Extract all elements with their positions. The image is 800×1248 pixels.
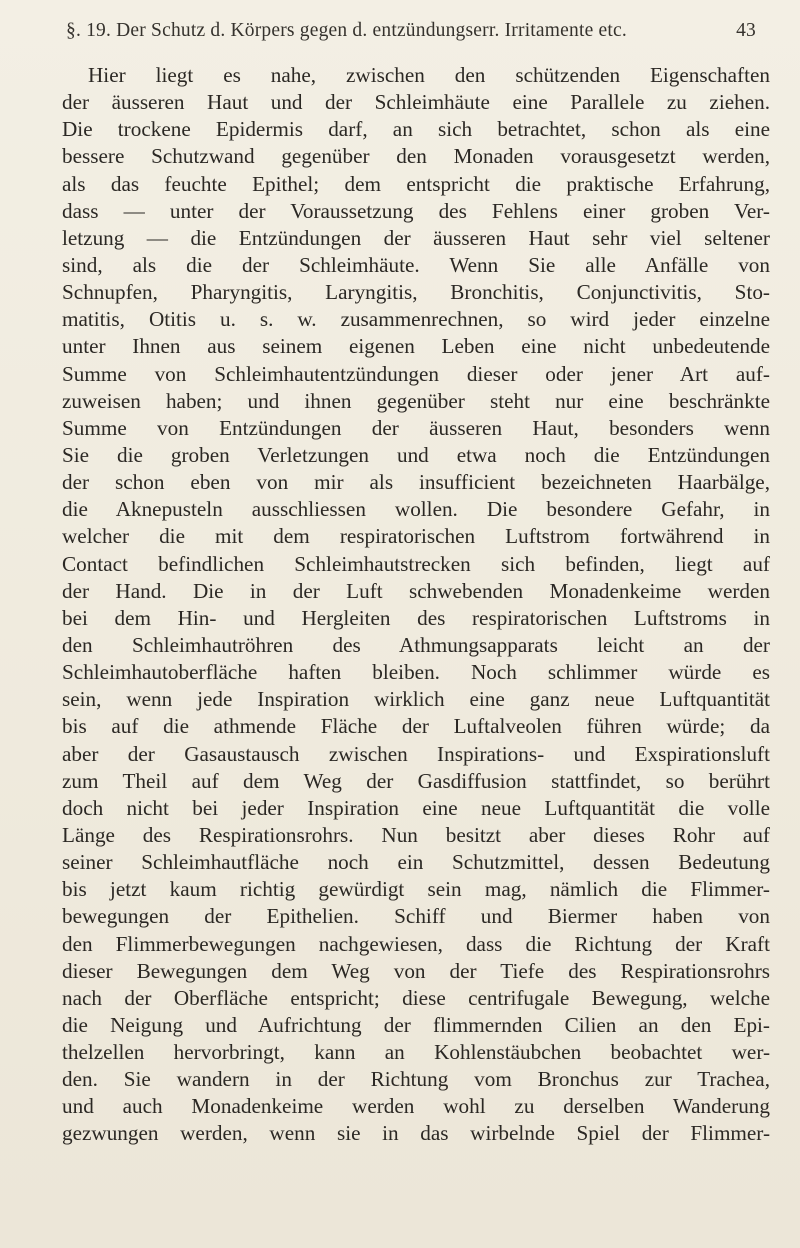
text-line: bis jetzt kaum richtig gewürdigt sein mag, nämlich die Flimmer-: [62, 877, 770, 902]
text-line: Sie die groben Verletzungen und etwa noch die Entzündungen: [62, 442, 770, 467]
text-line: dass — unter der Voraussetzung des Fehlens einer groben Ver-: [62, 198, 770, 223]
running-title: §. 19. Der Schutz d. Körpers gegen d. entzündungserr. Irritamente etc.: [66, 20, 627, 41]
text-line: zuweisen haben; und ihnen gegenüber steht nur eine beschränkte: [62, 388, 770, 413]
text-line: den Flimmerbewegungen nachgewiesen, dass die Richtung der Kraft: [62, 931, 770, 956]
text-line: Länge des Respirationsrohrs. Nun besitzt aber dieses Rohr auf: [62, 822, 770, 847]
text-line: seiner Schleimhautfläche noch ein Schutzmittel, dessen Bedeutung: [62, 850, 770, 875]
text-line: thelzellen hervorbringt, kann an Kohlenstäubchen beobachtet wer-: [62, 1040, 770, 1065]
text-line: Schnupfen, Pharyngitis, Laryngitis, Bronchitis, Conjunctivitis, Sto-: [62, 280, 770, 305]
text-line: unter Ihnen aus seinem eigenen Leben eine nicht unbedeutende: [62, 334, 770, 359]
text-line: die Neigung und Aufrichtung der flimmernden Cilien an den Epi-: [62, 1012, 770, 1037]
text-line: den. Sie wandern in der Richtung vom Bronchus zur Trachea,: [62, 1067, 770, 1092]
text-line: dieser Bewegungen dem Weg von der Tiefe des Respirationsrohrs: [62, 958, 770, 983]
text-line: und auch Monadenkeime werden wohl zu derselben Wanderung: [62, 1094, 770, 1119]
text-line: doch nicht bei jeder Inspiration eine neue Luftquantität die volle: [62, 795, 770, 820]
text-line: bei dem Hin- und Hergleiten des respiratorischen Luftstroms in: [62, 605, 770, 630]
text-line: Summe von Schleimhautentzündungen dieser oder jener Art auf-: [62, 361, 770, 386]
text-line: Schleimhautoberfläche haften bleiben. Noch schlimmer würde es: [62, 660, 770, 685]
text-line: nach der Oberfläche entspricht; diese centrifugale Bewegung, welche: [62, 985, 770, 1010]
text-line: der Hand. Die in der Luft schwebenden Monadenkeime werden: [62, 578, 770, 603]
text-line: zum Theil auf dem Weg der Gasdiffusion stattfindet, so berührt: [62, 768, 770, 793]
text-line: letzung — die Entzündungen der äusseren Haut sehr viel seltener: [62, 225, 770, 250]
text-line: Hier liegt es nahe, zwischen den schützenden Eigenschaften: [88, 63, 770, 87]
text-line: sind, als die der Schleimhäute. Wenn Sie alle Anfälle von: [62, 252, 770, 277]
text-line: aber der Gasaustausch zwischen Inspirations- und Exspirationsluft: [62, 741, 770, 766]
text-line: Die trockene Epidermis darf, an sich betrachtet, schon als eine: [62, 117, 770, 142]
text-line: Summe von Entzündungen der äusseren Haut, besonders wenn: [62, 415, 770, 440]
body-text: [62, 62, 770, 1148]
text-line: die Aknepusteln ausschliessen wollen. Die besondere Gefahr, in: [62, 497, 770, 522]
text-line: sein, wenn jede Inspiration wirklich eine ganz neue Luftquantität: [62, 687, 770, 712]
text-line: der äusseren Haut und der Schleimhäute eine Parallele zu ziehen.: [62, 90, 770, 115]
page-number: 43: [736, 20, 756, 41]
text-line: den Schleimhautröhren des Athmungsapparats leicht an der: [62, 632, 770, 657]
text-line: gezwungen werden, wenn sie in das wirbelnde Spiel der Flimmer-: [62, 1121, 770, 1146]
running-head: [66, 20, 756, 50]
text-line: der schon eben von mir als insufficient bezeichneten Haarbälge,: [62, 470, 770, 495]
text-line: Contact befindlichen Schleimhautstrecken sich befinden, liegt auf: [62, 551, 770, 576]
text-line: bessere Schutzwand gegenüber den Monaden vorausgesetzt werden,: [62, 144, 770, 169]
text-line: als das feuchte Epithel; dem entspricht die praktische Erfahrung,: [62, 171, 770, 196]
text-line: bis auf die athmende Fläche der Luftalveolen führen würde; da: [62, 714, 770, 739]
text-line: bewegungen der Epithelien. Schiff und Biermer haben von: [62, 904, 770, 929]
text-line: matitis, Otitis u. s. w. zusammenrechnen, so wird jeder einzelne: [62, 307, 770, 332]
text-line: welcher die mit dem respiratorischen Luftstrom fortwährend in: [62, 524, 770, 549]
